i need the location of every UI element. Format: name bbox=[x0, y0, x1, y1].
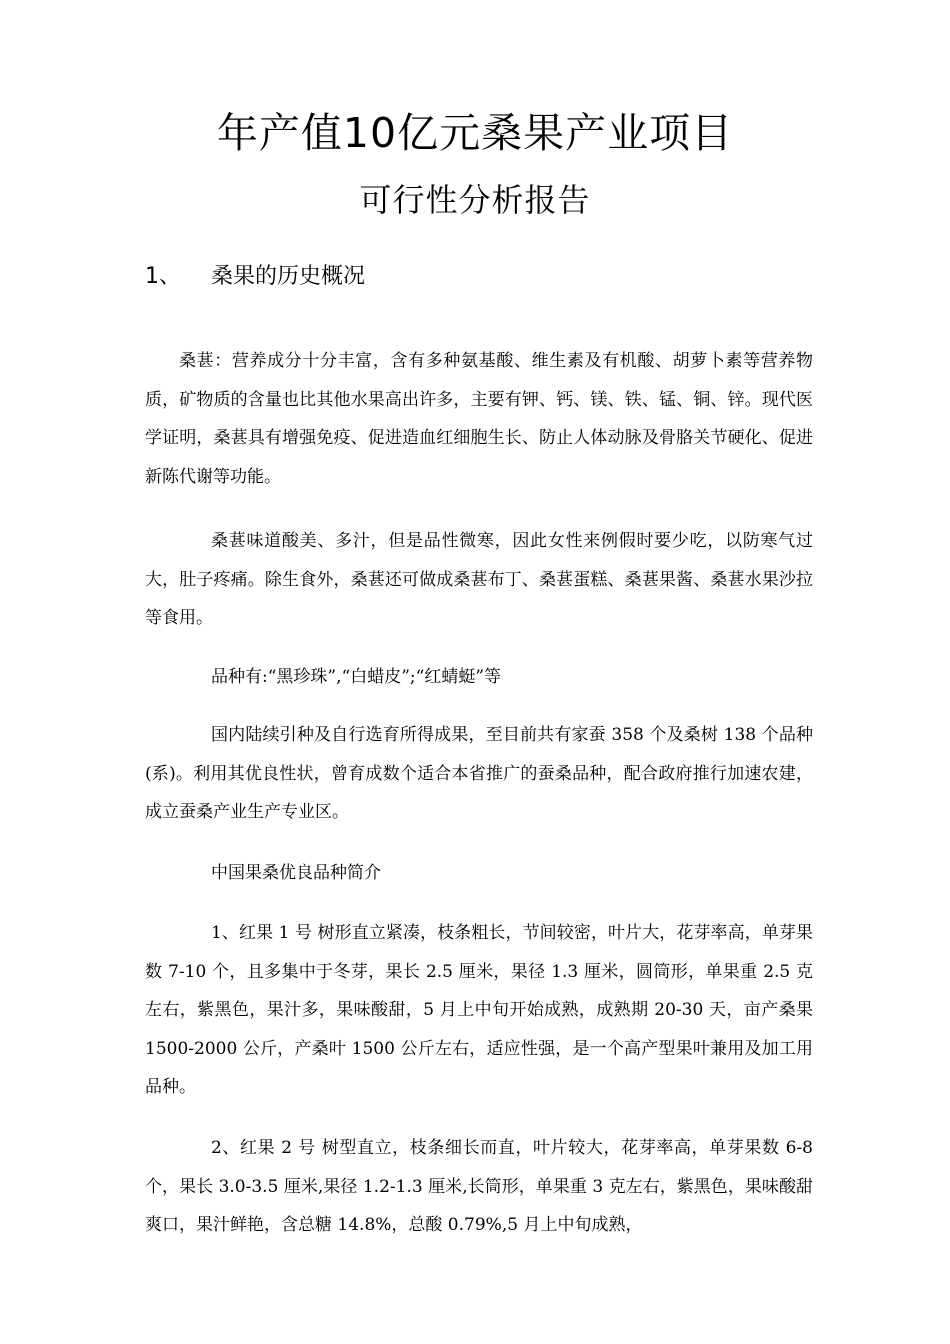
paragraph-taste: 桑葚味道酸美、多汁，但是品性微寒，因此女性来例假时要少吃，以防寒气过大，肚子疼痛。除生食外，桑葚还可做成桑葚布丁、桑葚蛋糕、桑葚果酱、桑葚水果沙拉等食用。 bbox=[145, 531, 813, 628]
section-number: 1、 bbox=[145, 264, 181, 289]
paragraph-nutrition: 桑葚：营养成分十分丰富，含有多种氨基酸、维生素及有机酸、胡萝卜素等营养物质，矿物质的含量也比其他水果高出许多，主要有钾、钙、镁、铁、锰、铜、锌。现代医学证明，桑葚具有增强免疫、促进造血红细胞生长、防止人体动脉及骨胳关节硬化、促进新陈代谢等功能。 bbox=[145, 351, 813, 487]
paragraph-intro-heading: 中国果桑优良品种简介 bbox=[211, 863, 381, 883]
section-heading bbox=[145, 260, 365, 294]
paragraph-varieties: 品种有:“黑珍珠”,“白蜡皮”;“红蜻蜓”等 bbox=[211, 667, 502, 687]
paragraph-breeding: 国内陆续引种及自行选育所得成果，至目前共有家蚕 358 个及桑树 138 个品种(系)。利用其优良性状，曾育成数个适合本省推广的蚕桑品种，配合政府推行加速农建，成立蚕桑产业生产专业区。 bbox=[145, 725, 813, 822]
paragraph-hongguo-2: 2、红果 2 号 树型直立，枝条细长而直，叶片较大，花芽率高，单芽果数 6-8 个，果长 3.0-3.5 厘米,果径 1.2-1.3 厘米,长筒形，单果重 3 克左右，紫黑色，果味酸甜爽口，果汁鲜艳，含总糖 14.8%，总酸 0.79%,5 月上中旬成熟， bbox=[145, 1138, 813, 1235]
document-title: 年产值10亿元桑果产业项目 bbox=[216, 109, 734, 157]
section-title: 桑果的历史概况 bbox=[211, 264, 366, 289]
document-subtitle: 可行性分析报告 bbox=[359, 181, 591, 219]
paragraph-hongguo-1: 1、红果 1 号 树形直立紧凑，枝条粗长，节间较密，叶片大，花芽率高，单芽果数 7-10 个，且多集中于冬芽，果长 2.5 厘米，果径 1.3 厘米，圆筒形，单果重 2.5 克左右，紫黑色，果汁多，果味酸甜，5 月上中旬开始成熟，成熟期 20-30 天，亩产桑果 1500-2000 公斤，产桑叶 1500 公斤左右，适应性强，是一个高产型果叶兼用及加工用品种。 bbox=[145, 923, 813, 1097]
